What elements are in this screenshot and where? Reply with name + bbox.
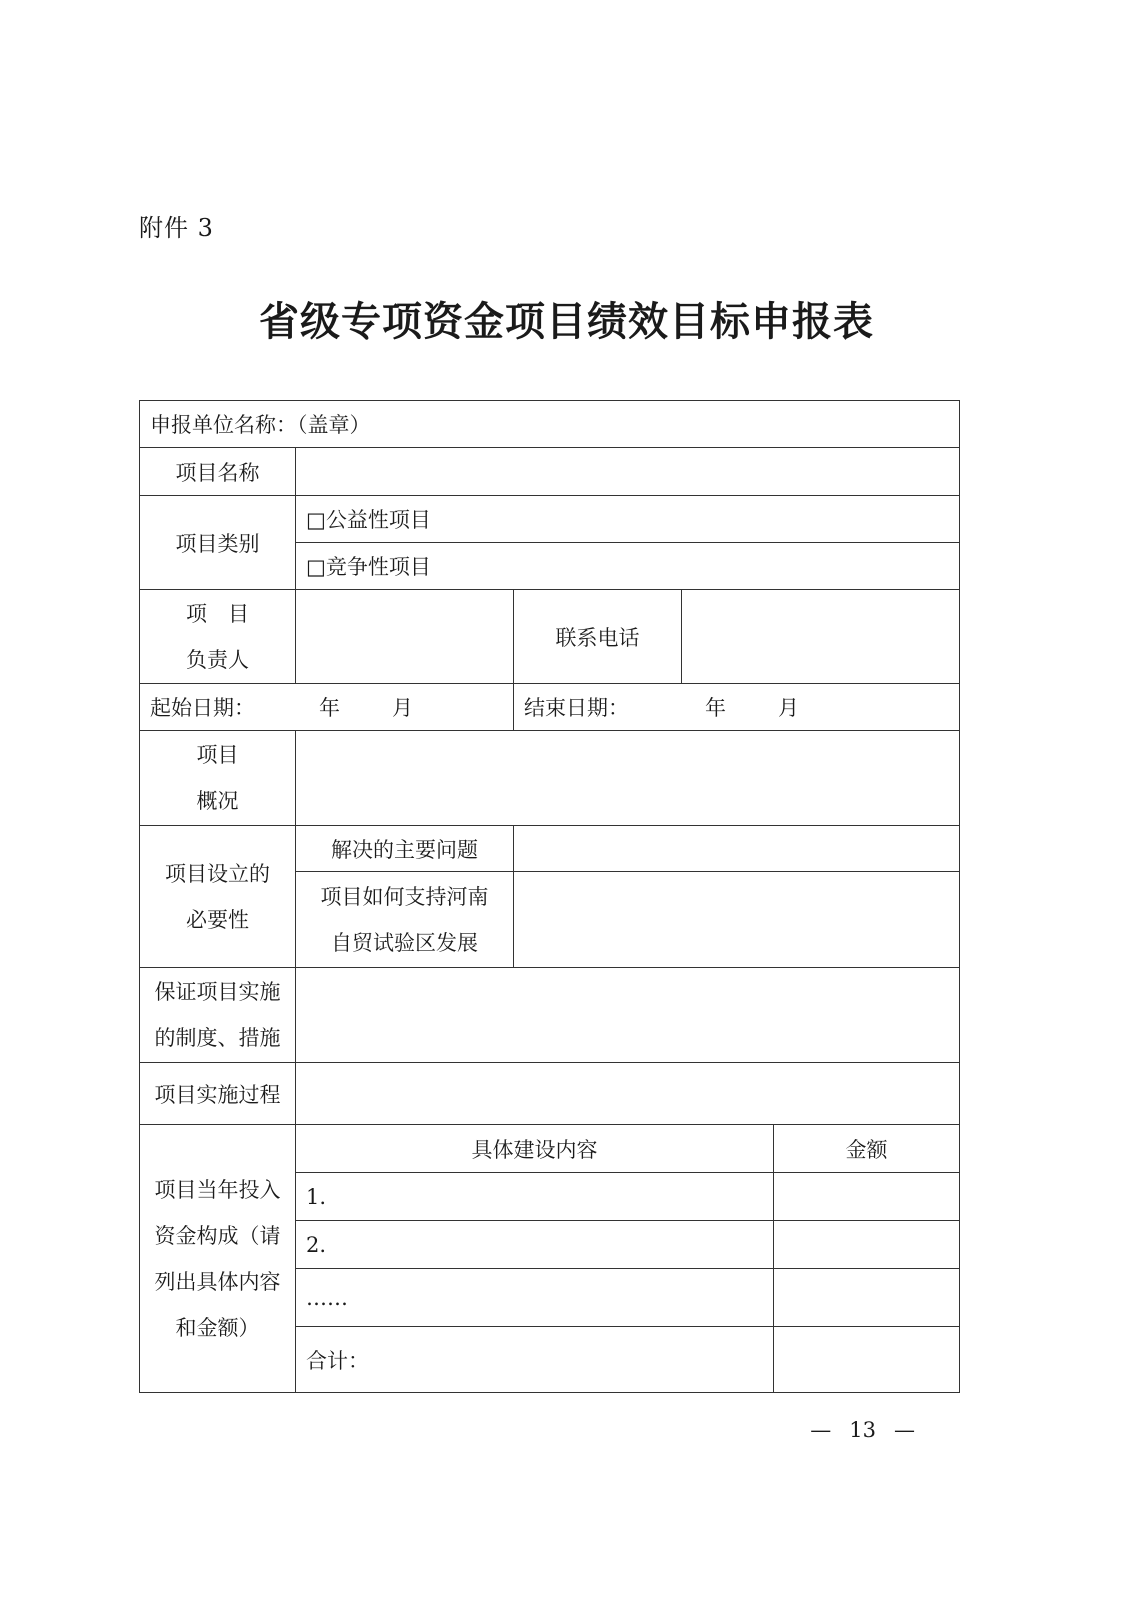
funding-label-line1: 项目当年投入 — [154, 1177, 281, 1202]
project-overview-field[interactable] — [296, 731, 960, 826]
form-row-overview — [140, 731, 960, 826]
end-date-label: 结束日期： — [524, 696, 629, 720]
application-form-table — [139, 400, 960, 1393]
funding-item-more[interactable]: …… — [296, 1269, 774, 1327]
funding-label-line3: 列出具体内容 — [154, 1269, 281, 1294]
form-row-category-1 — [140, 496, 960, 543]
form-row-applicant — [140, 401, 960, 448]
end-year-label: 年 — [705, 696, 726, 720]
process-field[interactable] — [296, 1063, 960, 1125]
amount-header: 金额 — [774, 1125, 960, 1173]
support-label — [296, 872, 514, 968]
page-title: 省级专项资金项目绩效目标申报表 — [259, 299, 874, 345]
main-problem-field[interactable] — [514, 826, 960, 872]
funding-amount-more[interactable] — [774, 1269, 960, 1327]
project-overview-label — [140, 731, 296, 826]
total-label[interactable]: 合计： — [296, 1327, 774, 1393]
project-leader-field[interactable] — [296, 590, 514, 684]
project-overview-label-line1: 项目 — [196, 743, 239, 767]
guarantee-label — [140, 968, 296, 1063]
project-leader-label — [140, 590, 296, 684]
attachment-label: 附件 3 — [139, 214, 214, 242]
form-row-necessity-1 — [140, 826, 960, 872]
project-category-label: 项目类别 — [140, 496, 296, 590]
necessity-label-line1: 项目设立的 — [165, 861, 270, 886]
main-problem-label: 解决的主要问题 — [296, 826, 514, 872]
page-number-dash-right: — — [894, 1418, 915, 1442]
support-label-line2: 自贸试验区发展 — [331, 930, 478, 955]
funding-amount-2[interactable] — [774, 1221, 960, 1269]
phone-field[interactable] — [682, 590, 960, 684]
start-year-label: 年 — [319, 696, 340, 720]
form-row-dates — [140, 684, 960, 731]
funding-label-line2: 资金构成（请 — [154, 1223, 281, 1248]
funding-amount-1[interactable] — [774, 1173, 960, 1221]
funding-label-line4: 和金额） — [175, 1315, 260, 1340]
start-date-cell[interactable] — [140, 684, 514, 731]
content-header: 具体建设内容 — [296, 1125, 774, 1173]
end-date-cell[interactable] — [514, 684, 960, 731]
form-row-leader — [140, 590, 960, 684]
project-name-label: 项目名称 — [140, 448, 296, 496]
category-option-competitive[interactable]: □竞争性项目 — [296, 543, 960, 590]
funding-label — [140, 1125, 296, 1393]
applicant-unit-label: 申报单位名称：（盖章） — [140, 401, 960, 448]
start-date-label: 起始日期： — [150, 696, 255, 720]
funding-item-2[interactable]: 2. — [296, 1221, 774, 1269]
form-row-project-name — [140, 448, 960, 496]
guarantee-label-line1: 保证项目实施 — [154, 980, 281, 1004]
form-row-process — [140, 1063, 960, 1125]
process-label: 项目实施过程 — [140, 1063, 296, 1125]
end-month-label: 月 — [778, 696, 799, 720]
project-overview-label-line2: 概况 — [196, 789, 239, 813]
page-number — [0, 1418, 1133, 1442]
form-row-funding-header — [140, 1125, 960, 1173]
start-month-label: 月 — [392, 696, 413, 720]
support-field[interactable] — [514, 872, 960, 968]
guarantee-field[interactable] — [296, 968, 960, 1063]
necessity-label-line2: 必要性 — [186, 907, 249, 932]
form-row-guarantee — [140, 968, 960, 1063]
total-amount[interactable] — [774, 1327, 960, 1393]
page-number-dash-left: — — [810, 1418, 832, 1442]
phone-label: 联系电话 — [514, 590, 682, 684]
support-label-line1: 项目如何支持河南 — [320, 884, 489, 909]
guarantee-label-line2: 的制度、措施 — [154, 1026, 281, 1050]
funding-item-1[interactable]: 1. — [296, 1173, 774, 1221]
necessity-label — [140, 826, 296, 968]
project-leader-label-line2: 负责人 — [186, 647, 249, 672]
project-leader-label-line1: 项 目 — [186, 601, 249, 626]
page-number-value: 13 — [849, 1418, 876, 1442]
category-option-public-welfare[interactable]: □公益性项目 — [296, 496, 960, 543]
project-name-field[interactable] — [296, 448, 960, 496]
